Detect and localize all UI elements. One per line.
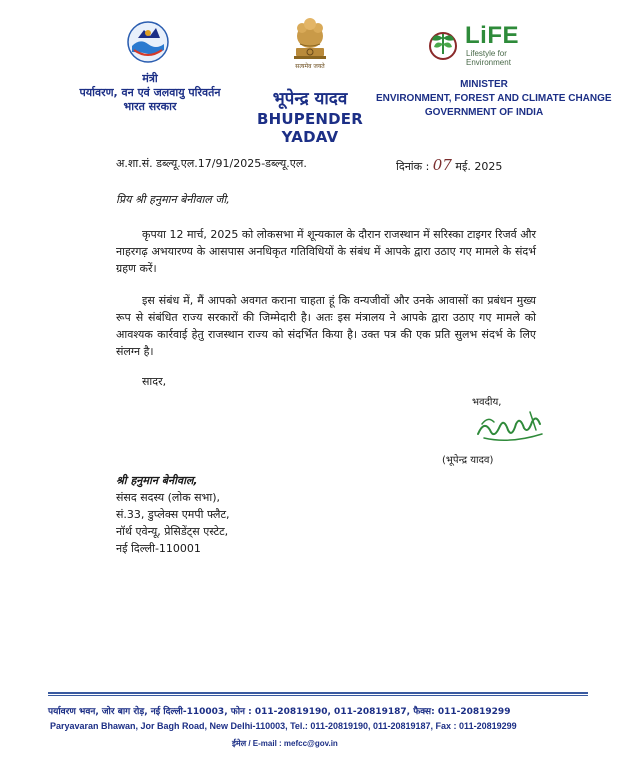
minister-name-english: BHUPENDER YADAV	[256, 110, 363, 146]
life-logo-tagline	[466, 49, 546, 67]
footer-divider	[48, 692, 588, 694]
life-logo-icon	[424, 24, 462, 62]
date-label: दिनांक :	[396, 160, 430, 173]
right-title-line: ENVIRONMENT, FOREST AND CLIMATE CHANGE	[376, 93, 612, 104]
ministry-title-hindi	[70, 72, 230, 114]
valediction: भवदीय,	[472, 397, 502, 408]
address-line: नॉर्थ एवेन्यू, प्रेसिडेंट्स एस्टेट,	[116, 525, 229, 538]
recipient-name: श्री हनुमान बेनीवाल,	[116, 474, 198, 487]
ministry-title-english	[376, 78, 612, 120]
emblem-motto: सत्यमेव जयते	[295, 63, 325, 70]
signature-image	[470, 400, 554, 452]
minister-name-hindi: भूपेन्द्र यादव	[272, 89, 348, 109]
right-title-line: MINISTER	[460, 79, 508, 90]
life-tagline-line: Lifestyle for	[466, 49, 507, 58]
closing: सादर,	[142, 375, 167, 388]
letter-date	[396, 156, 502, 174]
signer-name: (भूपेन्द्र यादव)	[442, 455, 494, 466]
address-line: नई दिल्ली-110001	[116, 542, 201, 555]
recipient-address	[116, 472, 230, 557]
footer-address-hindi: पर्यावरण भवन, जोर बाग रोड़, नई दिल्ली-110003, फोन : 011-20819190, 011-20819187, फैक्स: 011-20819299	[48, 707, 511, 717]
left-title-line: मंत्री	[142, 72, 158, 85]
national-emblem-icon	[288, 14, 332, 64]
footer-email: ईमेल / E-mail : mefcc@gov.in	[232, 739, 338, 748]
life-tagline-line: Environment	[466, 58, 511, 67]
body-paragraph-1: कृपया 12 मार्च, 2025 को लोकसभा में शून्यकाल के दौरान राजस्थान में सरिस्का टाइगर रिजर्व और नाहरगढ़ अभयारण्य के आसपास अनधिकृत गतिविधियों के संबंध में आपके द्वारा उठाए गए मामले के संदर्भ ग्रहण करें।	[116, 228, 536, 275]
right-title-line: GOVERNMENT OF INDIA	[424, 107, 544, 118]
date-day-handwritten: 07	[432, 156, 452, 174]
ministry-logo-icon	[124, 20, 172, 64]
reference-number: अ.शा.सं. डब्ल्यू.एल.17/91/2025-डब्ल्यू.एल.	[116, 157, 307, 170]
address-line: सं.33, डुप्लेक्स एमपी फ्लैट,	[116, 508, 230, 521]
date-month-year: मई. 2025	[455, 160, 503, 173]
left-title-line: भारत सरकार	[123, 100, 177, 113]
life-logo-word: LiFE	[465, 22, 519, 49]
footer-divider	[48, 695, 588, 696]
footer-address-english: Paryavaran Bhawan, Jor Bagh Road, New Delhi-110003, Tel.: 011-20819190, 011-20819187, Fax : 011-20819299	[50, 721, 517, 731]
address-line: संसद सदस्य (लोक सभा),	[116, 491, 220, 504]
salutation: प्रिय श्री हनुमान बेनीवाल जी,	[116, 193, 230, 206]
body-paragraph-2: इस संबंध में, मैं आपको अवगत कराना चाहता हूं कि वन्यजीवों और उनके आवासों का प्रबंधन मुख्य रूप से संबंधित राज्य सरकारों की जिम्मेदारी है। अतः इस मंत्रालय ने आपके द्वारा उठाए गए मामले को आवश्यक कार्रवाई हेतु राजस्थान राज्य को संदर्भित किया है। उक्त पत्र की एक प्रति सुलभ संदर्भ के लिए संलग्न है।	[116, 294, 536, 358]
left-title-line: पर्यावरण, वन एवं जलवायु परिवर्तन	[79, 86, 221, 99]
